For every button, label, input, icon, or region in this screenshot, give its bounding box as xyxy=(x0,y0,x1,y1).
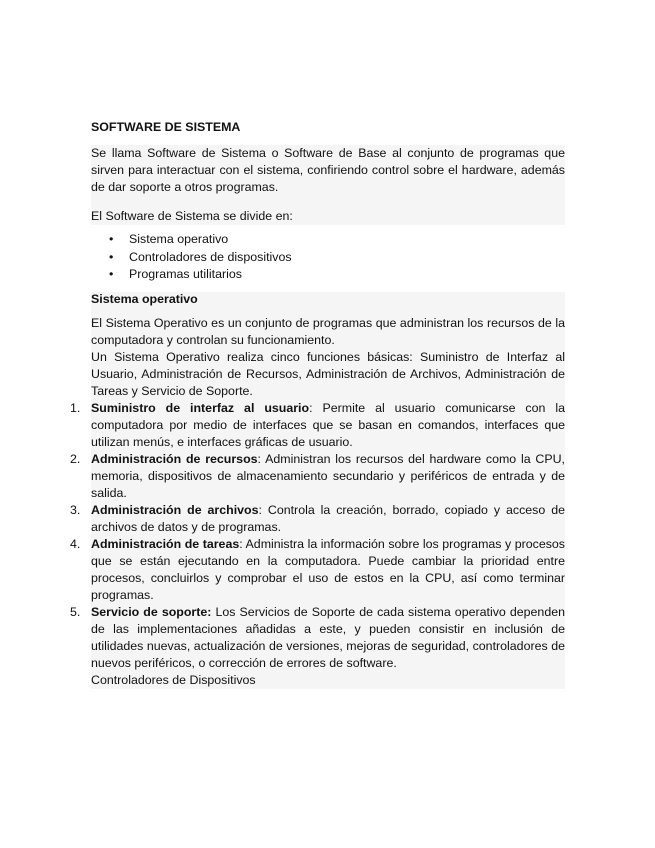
drivers-line: Controladores de Dispositivos xyxy=(91,672,256,687)
function-separator: : xyxy=(239,536,243,551)
bullet-icon: • xyxy=(109,267,114,281)
function-number: 4. xyxy=(70,536,81,551)
document-content xyxy=(70,120,566,689)
intro-block xyxy=(91,145,565,225)
function-item xyxy=(70,536,566,604)
function-term: Servicio de soporte: xyxy=(91,604,212,619)
function-item xyxy=(70,604,565,672)
function-term: Administración de recursos xyxy=(91,451,258,466)
function-term: Suministro de interfaz al usuario xyxy=(91,400,310,415)
function-number: 5. xyxy=(70,604,81,619)
function-text: Controla la creación, borrado, copiado y acceso de archivos de datos y de programas. xyxy=(91,502,565,534)
list-item xyxy=(91,249,565,267)
function-text: Los Servicios de Soporte de cada sistema operativo dependen de las implementaciones añadidas a este, y pueden consistir en inclusión de utilidades nuevas, actualización de versiones, mejoras de seguridad, controladores de nuevos periféricos, o corrección de errores de software. xyxy=(91,604,565,670)
os-functions-list xyxy=(70,400,566,672)
list-item-label: Sistema operativo xyxy=(129,232,229,246)
os-description: El Sistema Operativo es un conjunto de programas que administran los recursos de la computadora y controlan su funcionamiento. xyxy=(91,315,565,347)
function-separator: : xyxy=(257,451,261,466)
function-number: 2. xyxy=(70,451,81,466)
function-separator: : xyxy=(309,400,313,415)
divides-paragraph: El Software de Sistema se divide en: xyxy=(91,209,293,223)
function-text: Permite al usuario comunicarse con la computadora por medio de interfaces que se basan en comandos, interfaces que utilizan menús, e interfaces gráficas de usuario. xyxy=(91,400,565,449)
list-item xyxy=(91,266,565,284)
function-item xyxy=(70,502,565,536)
function-term: Administración de tareas xyxy=(91,536,240,551)
list-item-label: Programas utilitarios xyxy=(129,267,242,281)
function-text: Administran los recursos del hardware como la CPU, memoria, dispositivos de almacenamiento secundario y periféricos de entrada y de salida. xyxy=(91,451,565,500)
bullet-icon: • xyxy=(109,232,114,246)
intro-paragraph: Se llama Software de Sistema o Software de Base al conjunto de programas que sirven para interactuar con el sistema, confiriendo control sobre el hardware, además de dar soporte a otros programas. xyxy=(91,146,565,194)
function-item xyxy=(70,400,565,451)
os-functions-intro: Un Sistema Operativo realiza cinco funciones básicas: Suministro de Interfaz al Usuario, Administración de Recursos, Administración de Archivos, Administración de Tareas y Servicio de Soporte. xyxy=(91,349,565,398)
function-number: 3. xyxy=(70,502,81,517)
bullet-icon: • xyxy=(109,249,114,264)
function-term: Administración de archivos xyxy=(91,502,259,517)
function-item xyxy=(70,451,565,502)
os-heading: Sistema operativo xyxy=(91,291,198,306)
function-separator: : xyxy=(258,502,262,517)
list-item-label: Controladores de dispositivos xyxy=(129,249,292,264)
function-number: 1. xyxy=(70,400,81,415)
list-item xyxy=(91,231,565,249)
software-types-list xyxy=(91,231,565,284)
function-text: Administra la información sobre los programas y procesos que se están ejecutando en la computadora. Puede cambiar la prioridad entre procesos, concluirlos y comprobar el uso de estos en la CPU, así como terminar programas. xyxy=(91,536,566,602)
os-section xyxy=(70,291,566,689)
document-title: SOFTWARE DE SISTEMA xyxy=(91,120,241,134)
